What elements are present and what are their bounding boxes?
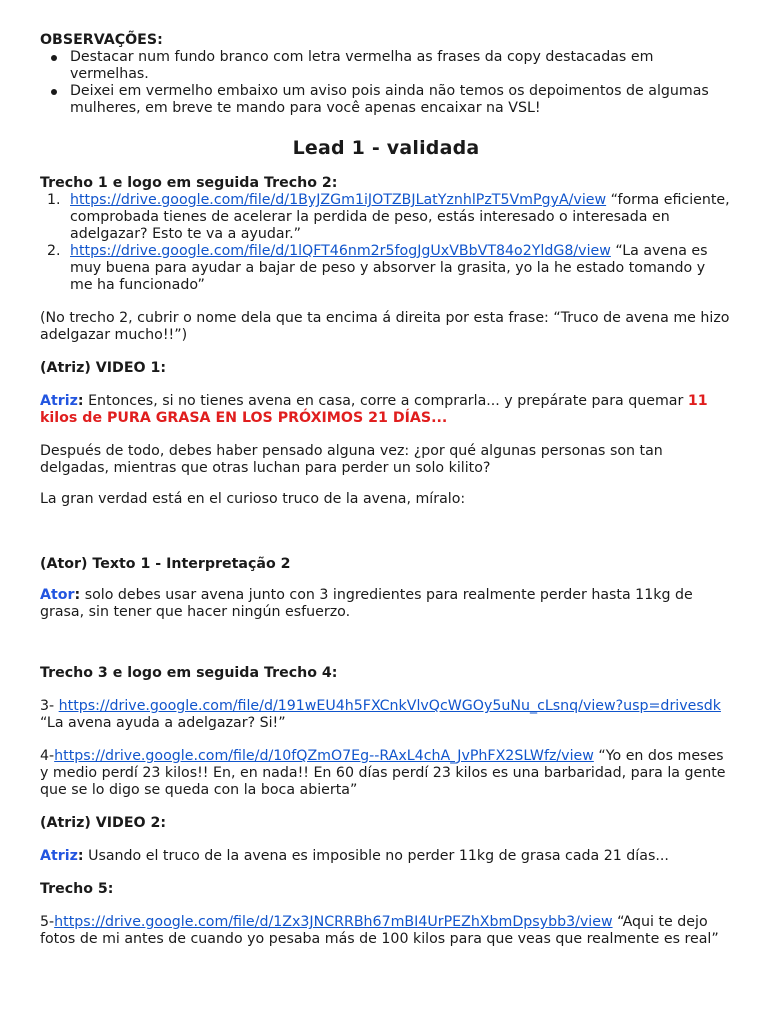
item-prefix: 3- (40, 698, 59, 714)
trecho4-line (40, 748, 732, 799)
highlight-text: 11 kilos de PURA GRASA EN LOS PRÓXIMOS 21 DÍAS... (40, 393, 708, 426)
trecho3-line (40, 698, 732, 732)
speaker-colon: : (74, 587, 81, 603)
list-item: Destacar num fundo branco com letra vermelha as frases da copy destacadas em vermelhas. (40, 49, 732, 83)
video2-heading: (Atriz) VIDEO 2: (40, 815, 167, 831)
section1-heading: Trecho 1 e logo em seguida Trecho 2: (40, 175, 338, 191)
dialogue-text: solo debes usar avena junto con 3 ingredientes para realmente perder hasta 11kg de grasa, sin tener que hacer ningún esfuerzo. (40, 587, 693, 620)
speaker-label: Atriz (40, 393, 78, 409)
quote-text: “forma eficiente, comprobada tienes de acelerar la perdida de peso, estás interesado o interesada en adelgazar? Esto te va a ayudar.” (70, 192, 730, 242)
drive-link-3[interactable]: https://drive.google.com/file/d/191wEU4h5FXCnkVlvQcWGOy5uNu_cLsnq/view?usp=drivesdk (58, 698, 721, 714)
section3-heading: Trecho 5: (40, 881, 114, 897)
drive-link-1[interactable]: https://drive.google.com/file/d/1ByJZGm1iJOTZBJLatYznhlPzT5VmPgyA/view (70, 192, 607, 208)
speaker-label: Atriz (40, 848, 78, 864)
quote-text: “Yo en dos meses y medio perdí 23 kilos!! En, en nada!! En 60 días perdí 23 kilos es una barbaridad, para la gente que se lo digo se queda con la boca abierta” (40, 748, 726, 798)
drive-link-5[interactable]: https://drive.google.com/file/d/1Zx3JNCRRBh67mBI4UrPEZhXbmDpsybb3/view (54, 914, 613, 930)
texto1-line (40, 587, 732, 621)
speaker-label: Ator (40, 587, 75, 603)
drive-link-4[interactable]: https://drive.google.com/file/d/10fQZmO7Eg--RAxL4chA_JvPhFX2SLWfz/view (54, 748, 594, 764)
dialogue-text: Usando el truco de la avena es imposible no perder 11kg de grasa cada 21 días... (83, 848, 669, 864)
item-prefix: 5- (40, 914, 55, 930)
video1-paragraph: Después de todo, debes haber pensado alguna vez: ¿por qué algunas personas son tan delgadas, mientras que otras luchan para perder un solo kilito? (40, 443, 663, 476)
dialogue-text: Entonces, si no tienes avena en casa, corre a comprarla... y prepárate para quemar (83, 393, 688, 409)
speaker-colon: : (77, 848, 84, 864)
video1-line (40, 393, 732, 427)
list-item (40, 192, 732, 243)
list-item: Deixei em vermelho embaixo um aviso pois ainda não temos os depoimentos de algumas mulheres, em breve te mando para você apenas encaixar na VSL! (40, 83, 732, 117)
quote-text: “Aqui te dejo fotos de mi antes de cuando yo pesaba más de 100 kilos para que veas que realmente es real” (40, 914, 719, 947)
quote-text: “La avena ayuda a adelgazar? Si!” (40, 715, 286, 731)
trecho5-line (40, 914, 732, 948)
texto1-heading: (Ator) Texto 1 - Interpretação 2 (40, 556, 291, 572)
item-prefix: 4- (40, 748, 55, 764)
list-number: 1. (47, 192, 61, 208)
video2-line (40, 848, 732, 865)
list-item (40, 243, 732, 294)
observations-list (40, 49, 732, 117)
observations-heading: OBSERVAÇÕES: (40, 32, 163, 48)
quote-text: “La avena es muy buena para ayudar a bajar de peso y absorver la grasita, yo la he estado tomando y me ha funcionado” (70, 243, 708, 293)
video1-paragraph: La gran verdad está en el curioso truco de la avena, míralo: (40, 491, 466, 507)
speaker-colon: : (77, 393, 84, 409)
section1-list (40, 192, 732, 294)
drive-link-2[interactable]: https://drive.google.com/file/d/1lQFT46nm2r5fogJgUxVBbVT84o2YldG8/view (70, 243, 611, 259)
list-number: 2. (47, 243, 61, 259)
section1-note: (No trecho 2, cubrir o nome dela que ta encima á direita por esta frase: “Truco de avena me hizo adelgazar mucho!!”) (40, 310, 730, 343)
section2-heading: Trecho 3 e logo em seguida Trecho 4: (40, 665, 338, 681)
video1-heading: (Atriz) VIDEO 1: (40, 360, 167, 376)
page-title: Lead 1 - validada (292, 137, 480, 159)
